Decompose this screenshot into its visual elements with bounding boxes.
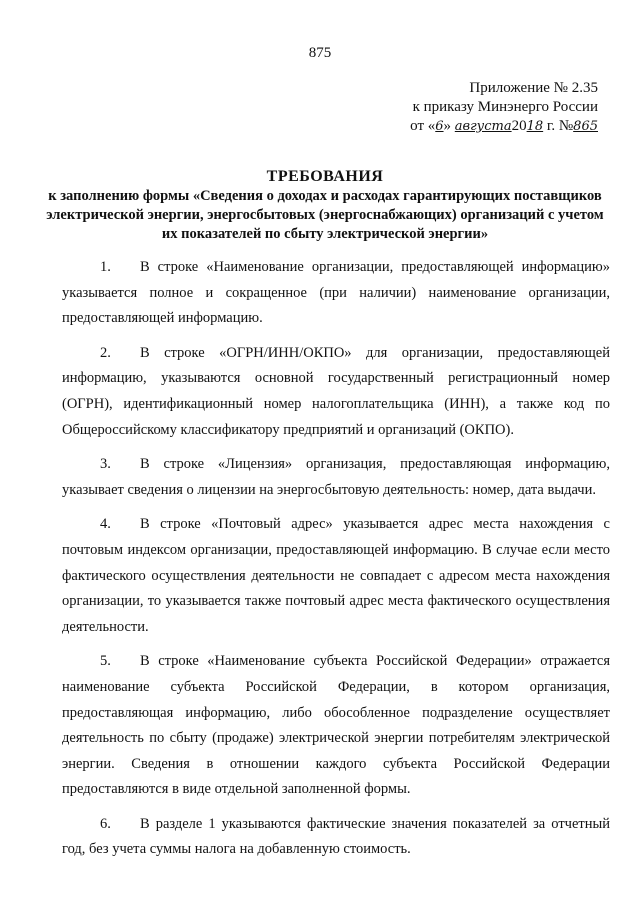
paragraph-5	[62, 649, 610, 803]
page-number: 875	[308, 45, 332, 61]
paragraph-6	[62, 812, 610, 863]
appendix-order-ref: к приказу Минэнерго России	[412, 99, 598, 115]
document-title-block	[40, 167, 610, 244]
paragraph-text: В строке «Почтовый адрес» указывается адрес места нахождения с почтовым индексом организации, предоставляющей информацию. В случае если место фактического осуществления деятельности не совпадает с адресом места нахождения организации, то указывается также почтовый адрес места фактического осуществления деятельности.	[62, 516, 610, 635]
appendix-date-line	[338, 117, 598, 136]
handwritten-order-number: 865	[573, 119, 598, 134]
paragraph-number: 6.	[100, 815, 111, 832]
paragraph-number: 3.	[100, 456, 111, 473]
date-quote: »	[443, 118, 452, 134]
handwritten-day: 6	[435, 119, 444, 134]
order-number-label: г. №	[543, 118, 574, 134]
paragraph-number: 4.	[100, 516, 111, 533]
document-subtitle: к заполнению формы «Сведения о доходах и расходах гарантирующих поставщиков электрической энергии, энергосбытовых (энергоснабжающих) организаций с учетом их показателей по сбыту электрической энергии»	[46, 188, 604, 242]
paragraph-number: 2.	[100, 344, 111, 361]
paragraph-number: 1.	[100, 259, 111, 275]
handwritten-month: августа	[454, 119, 512, 134]
paragraph-1	[62, 255, 610, 332]
date-prefix: от «	[410, 118, 436, 134]
appendix-header	[338, 79, 598, 136]
paragraph-text: В строке «ОГРН/ИНН/ОКПО» для организации, предоставляющей информацию, указываются основной государственный регистрационный номер (ОГРН), идентификационный номер налогоплательщика (ИНН), а также код по Общероссийскому классификатору предприятий и организаций (ОКПО).	[62, 344, 610, 438]
document-body	[62, 255, 610, 863]
paragraph-text: В строке «Наименование субъекта Российской Федерации» отражается наименование субъекта Российской Федерации, в котором организация, предоставляющая информацию, либо обособленное подразделение осуществляет деятельность по сбыту (продаже) электрической энергии потребителям электрической энергии. Сведения в отношении каждого субъекта Российской Федерации предоставляются в виде отдельной заполненной формы.	[62, 653, 610, 798]
paragraph-number: 5.	[100, 653, 111, 670]
paragraph-text: В разделе 1 указываются фактические значения показателей за отчетный год, без учета суммы налога на добавленную стоимость.	[62, 815, 610, 858]
paragraph-4	[62, 512, 610, 640]
paragraph-text: В строке «Наименование организации, предоставляющей информацию» указывается полное и сокращенное (при наличии) наименование организации, предоставляющей информацию.	[62, 259, 610, 327]
appendix-number: Приложение № 2.35	[469, 80, 598, 96]
paragraph-3	[62, 452, 610, 503]
paragraph-2	[62, 341, 610, 443]
paragraph-text: В строке «Лицензия» организация, предоставляющая информацию, указывает сведения о лицензии на энергосбытовую деятельность: номер, дата выдачи.	[62, 456, 610, 498]
handwritten-year: 18	[526, 119, 544, 134]
year-prefix: 20	[511, 118, 527, 134]
document-title: ТРЕБОВАНИЯ	[266, 168, 384, 185]
